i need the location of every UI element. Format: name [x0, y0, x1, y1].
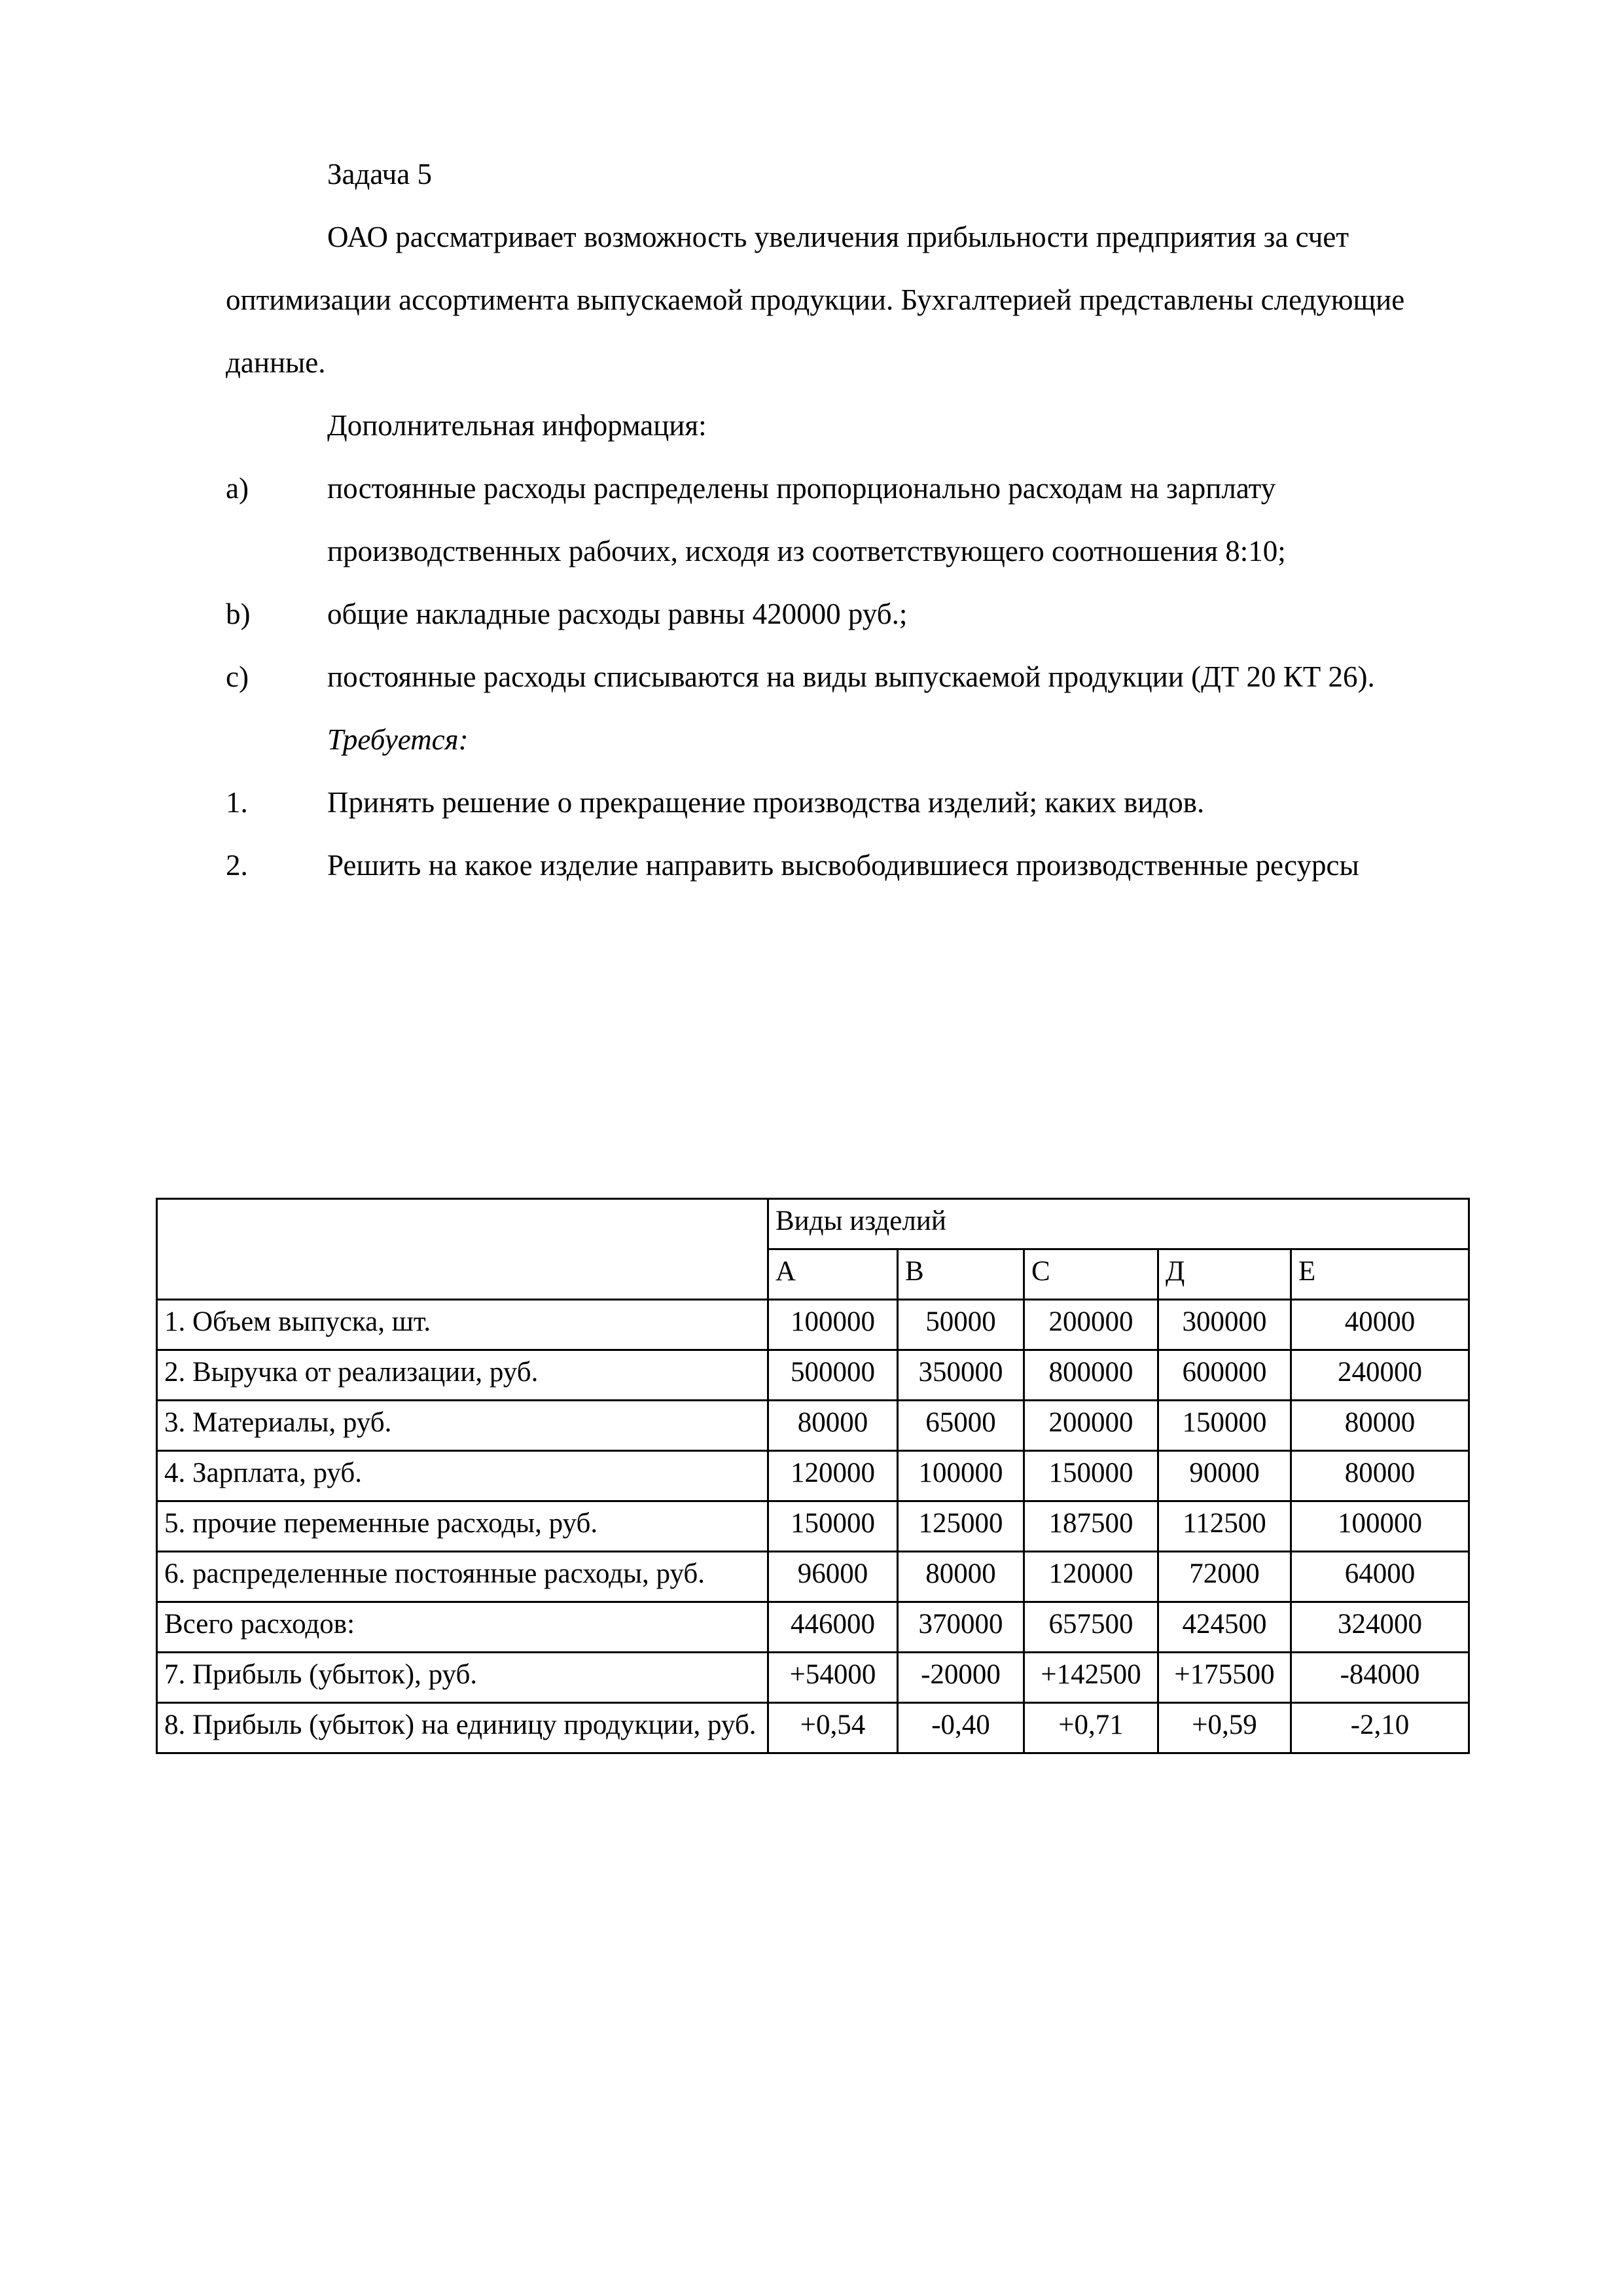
row-cell: +175500 [1158, 1653, 1291, 1703]
row-cell: -84000 [1291, 1653, 1469, 1703]
row-cell: 240000 [1291, 1350, 1469, 1401]
column-header-b: B [898, 1249, 1024, 1300]
row-cell: 657500 [1024, 1602, 1158, 1653]
row-cell: 300000 [1158, 1300, 1291, 1350]
table-body [157, 1300, 1469, 1753]
intro-paragraph: ОАО рассматривает возможность увеличения прибыльности предприятия за счет оптимизации ассортимента выпускаемой продукции. Бухгалтерией представлены следующие данные. [226, 221, 1412, 379]
list-text-b: общие накладные расходы равны 420000 руб.; [327, 598, 908, 630]
table-row [157, 1602, 1469, 1653]
row-cell: 187500 [1024, 1501, 1158, 1552]
row-cell: +0,59 [1158, 1703, 1291, 1753]
column-header-a: A [768, 1249, 898, 1300]
list-marker-1: 1. [226, 786, 248, 819]
row-cell: 120000 [768, 1451, 898, 1501]
row-label: 1. Объем выпуска, шт. [157, 1300, 768, 1350]
row-cell: 200000 [1024, 1300, 1158, 1350]
additional-info-item-a [226, 457, 1469, 583]
row-cell: 40000 [1291, 1300, 1469, 1350]
table-row [157, 1501, 1469, 1552]
table-row [157, 1451, 1469, 1501]
row-label: 4. Зарплата, руб. [157, 1451, 768, 1501]
row-cell: 90000 [1158, 1451, 1291, 1501]
row-cell: +142500 [1024, 1653, 1158, 1703]
row-cell: 96000 [768, 1552, 898, 1602]
row-cell: 80000 [1291, 1451, 1469, 1501]
product-data-table-container [156, 1198, 1468, 1754]
table-row [157, 1300, 1469, 1350]
product-data-table [156, 1198, 1470, 1754]
row-cell: 350000 [898, 1350, 1024, 1401]
row-cell: 65000 [898, 1401, 1024, 1451]
table-head [157, 1199, 1469, 1300]
list-marker-c: c) [226, 660, 249, 693]
table-row [157, 1350, 1469, 1401]
table-group-header: Виды изделий [768, 1199, 1469, 1249]
table-row [157, 1401, 1469, 1451]
table-row [157, 1703, 1469, 1753]
row-cell: 72000 [1158, 1552, 1291, 1602]
additional-info-item-c [226, 645, 1469, 708]
row-cell: 600000 [1158, 1350, 1291, 1401]
row-cell: 125000 [898, 1501, 1024, 1552]
list-marker-b: b) [226, 598, 251, 630]
row-cell: 80000 [898, 1552, 1024, 1602]
row-cell: 446000 [768, 1602, 898, 1653]
list-text-a: постоянные расходы распределены пропорционально расходам на зарплату производственных рабочих, исходя из соответствующего соотношения 8:10; [327, 472, 1286, 567]
row-cell: 80000 [768, 1401, 898, 1451]
additional-info-item-b [226, 583, 1469, 645]
row-cell: 100000 [768, 1300, 898, 1350]
row-cell: 150000 [1024, 1451, 1158, 1501]
column-header-e: Е [1291, 1249, 1469, 1300]
document-text-body [226, 143, 1469, 897]
row-cell: -0,40 [898, 1703, 1024, 1753]
task-title: Задача 5 [327, 158, 432, 190]
table-group-header-row [157, 1199, 1469, 1249]
required-item-1 [226, 771, 1469, 834]
row-cell: +54000 [768, 1653, 898, 1703]
row-cell: 64000 [1291, 1552, 1469, 1602]
row-label: 8. Прибыль (убыток) на единицу продукции, руб. [157, 1703, 768, 1753]
table-row [157, 1653, 1469, 1703]
row-cell: 50000 [898, 1300, 1024, 1350]
list-text-1: Принять решение о прекращение производства изделий; каких видов. [327, 786, 1205, 819]
row-label: 3. Материалы, руб. [157, 1401, 768, 1451]
row-cell: +0,71 [1024, 1703, 1158, 1753]
required-heading: Требуется: [327, 723, 469, 756]
row-label: 6. распределенные постоянные расходы, руб. [157, 1552, 768, 1602]
required-item-2 [226, 834, 1469, 897]
table-corner-header [157, 1199, 768, 1300]
row-cell: 150000 [1158, 1401, 1291, 1451]
list-text-2: Решить на какое изделие направить высвободившиеся производственные ресурсы [327, 849, 1359, 882]
list-text-c: постоянные расходы списываются на виды выпускаемой продукции (ДТ 20 КТ 26). [327, 660, 1375, 693]
table-row [157, 1552, 1469, 1602]
row-cell: 120000 [1024, 1552, 1158, 1602]
column-header-c: C [1024, 1249, 1158, 1300]
row-cell: +0,54 [768, 1703, 898, 1753]
row-label: 2. Выручка от реализации, руб. [157, 1350, 768, 1401]
row-cell: 800000 [1024, 1350, 1158, 1401]
additional-info-heading: Дополнительная информация: [327, 409, 707, 442]
row-cell: 324000 [1291, 1602, 1469, 1653]
row-cell: 370000 [898, 1602, 1024, 1653]
row-cell: 150000 [768, 1501, 898, 1552]
row-cell: -20000 [898, 1653, 1024, 1703]
column-header-d: Д [1158, 1249, 1291, 1300]
row-label: Всего расходов: [157, 1602, 768, 1653]
row-cell: 100000 [898, 1451, 1024, 1501]
row-cell: -2,10 [1291, 1703, 1469, 1753]
row-label: 5. прочие переменные расходы, руб. [157, 1501, 768, 1552]
row-cell: 112500 [1158, 1501, 1291, 1552]
row-label: 7. Прибыль (убыток), руб. [157, 1653, 768, 1703]
row-cell: 100000 [1291, 1501, 1469, 1552]
list-marker-a: a) [226, 472, 249, 505]
row-cell: 424500 [1158, 1602, 1291, 1653]
list-marker-2: 2. [226, 849, 248, 882]
row-cell: 500000 [768, 1350, 898, 1401]
row-cell: 80000 [1291, 1401, 1469, 1451]
row-cell: 200000 [1024, 1401, 1158, 1451]
